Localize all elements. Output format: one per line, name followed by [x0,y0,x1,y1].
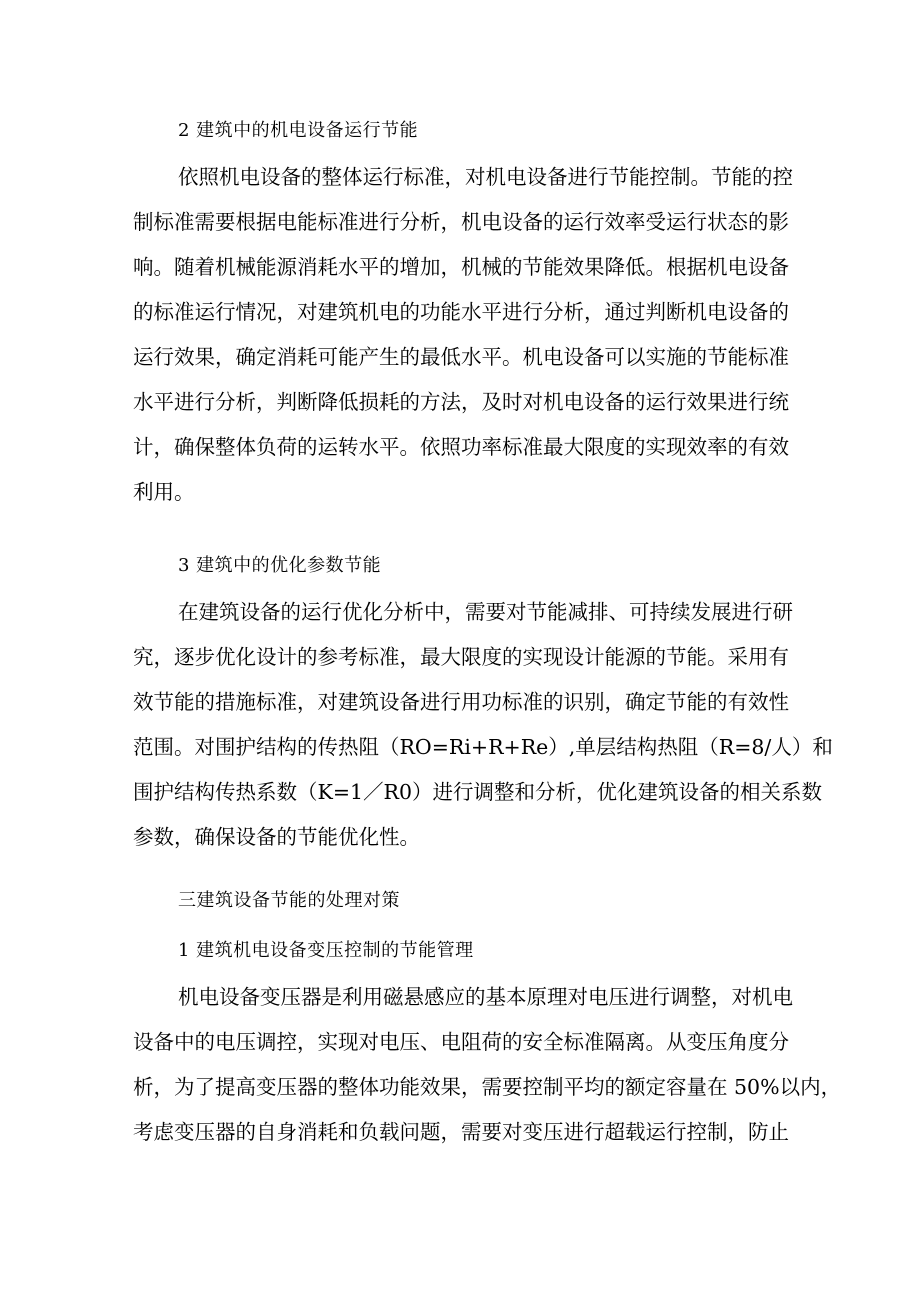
paragraph-section-2 [133,155,793,515]
paragraph-line: 设备中的电压调控，实现对电压、电阻荷的安全标准隔离。从变压角度分 [133,1030,789,1054]
paragraph-line: 考虑变压器的自身消耗和负载问题，需要对变压进行超载运行控制，防止 [133,1120,789,1144]
paragraph-line: 响。随着机械能源消耗水平的增加，机械的节能效果降低。根据机电设备 [133,255,789,279]
paragraph-line: 计，确保整体负荷的运转水平。依照功率标准最大限度的实现效率的有效 [133,435,789,459]
paragraph-line: 效节能的措施标准，对建筑设备进行用功标准的识别，确定节能的有效性 [133,690,789,714]
section-heading-2: 2 建筑中的机电设备运行节能 [178,120,419,141]
paragraph-line: 究，逐步优化设计的参考标准，最大限度的实现设计能源的节能。采用有 [133,645,789,669]
paragraph-section-1 [133,975,842,1155]
paragraph-line: 的标准运行情况，对建筑机电的功能水平进行分析，通过判断机电设备的 [133,300,789,324]
paragraph-line: 制标准需要根据电能标准进行分析，机电设备的运行效率受运行状态的影 [133,210,789,234]
section-heading-3: 3 建筑中的优化参数节能 [178,555,382,576]
paragraph-line: 范围。对围护结构的传热阻（RO=Ri+R+Re）,单层结构热阻（R=8/人）和 [133,735,833,759]
paragraph-line: 在建筑设备的运行优化分析中，需要对节能减排、可持续发展进行研 [178,600,793,624]
paragraph-line: 水平进行分析，判断降低损耗的方法，及时对机电设备的运行效果进行统 [133,390,789,414]
paragraph-section-3 [133,590,833,860]
paragraph-line: 参数，确保设备的节能优化性。 [133,825,420,849]
paragraph-line: 利用。 [133,480,195,504]
paragraph-line: 依照机电设备的整体运行标准，对机电设备进行节能控制。节能的控 [178,165,793,189]
paragraph-line: 析，为了提高变压器的整体功能效果，需要控制平均的额定容量在 50%以内， [133,1075,842,1099]
section-heading-1: 1 建筑机电设备变压控制的节能管理 [178,940,474,961]
chapter-heading-3: 三建筑设备节能的处理对策 [178,890,400,911]
paragraph-line: 运行效果，确定消耗可能产生的最低水平。机电设备可以实施的节能标准 [133,345,789,369]
paragraph-line: 围护结构传热系数（K=1／R0）进行调整和分析，优化建筑设备的相关系数 [133,780,823,804]
paragraph-line: 机电设备变压器是利用磁悬感应的基本原理对电压进行调整，对机电 [178,985,793,1009]
